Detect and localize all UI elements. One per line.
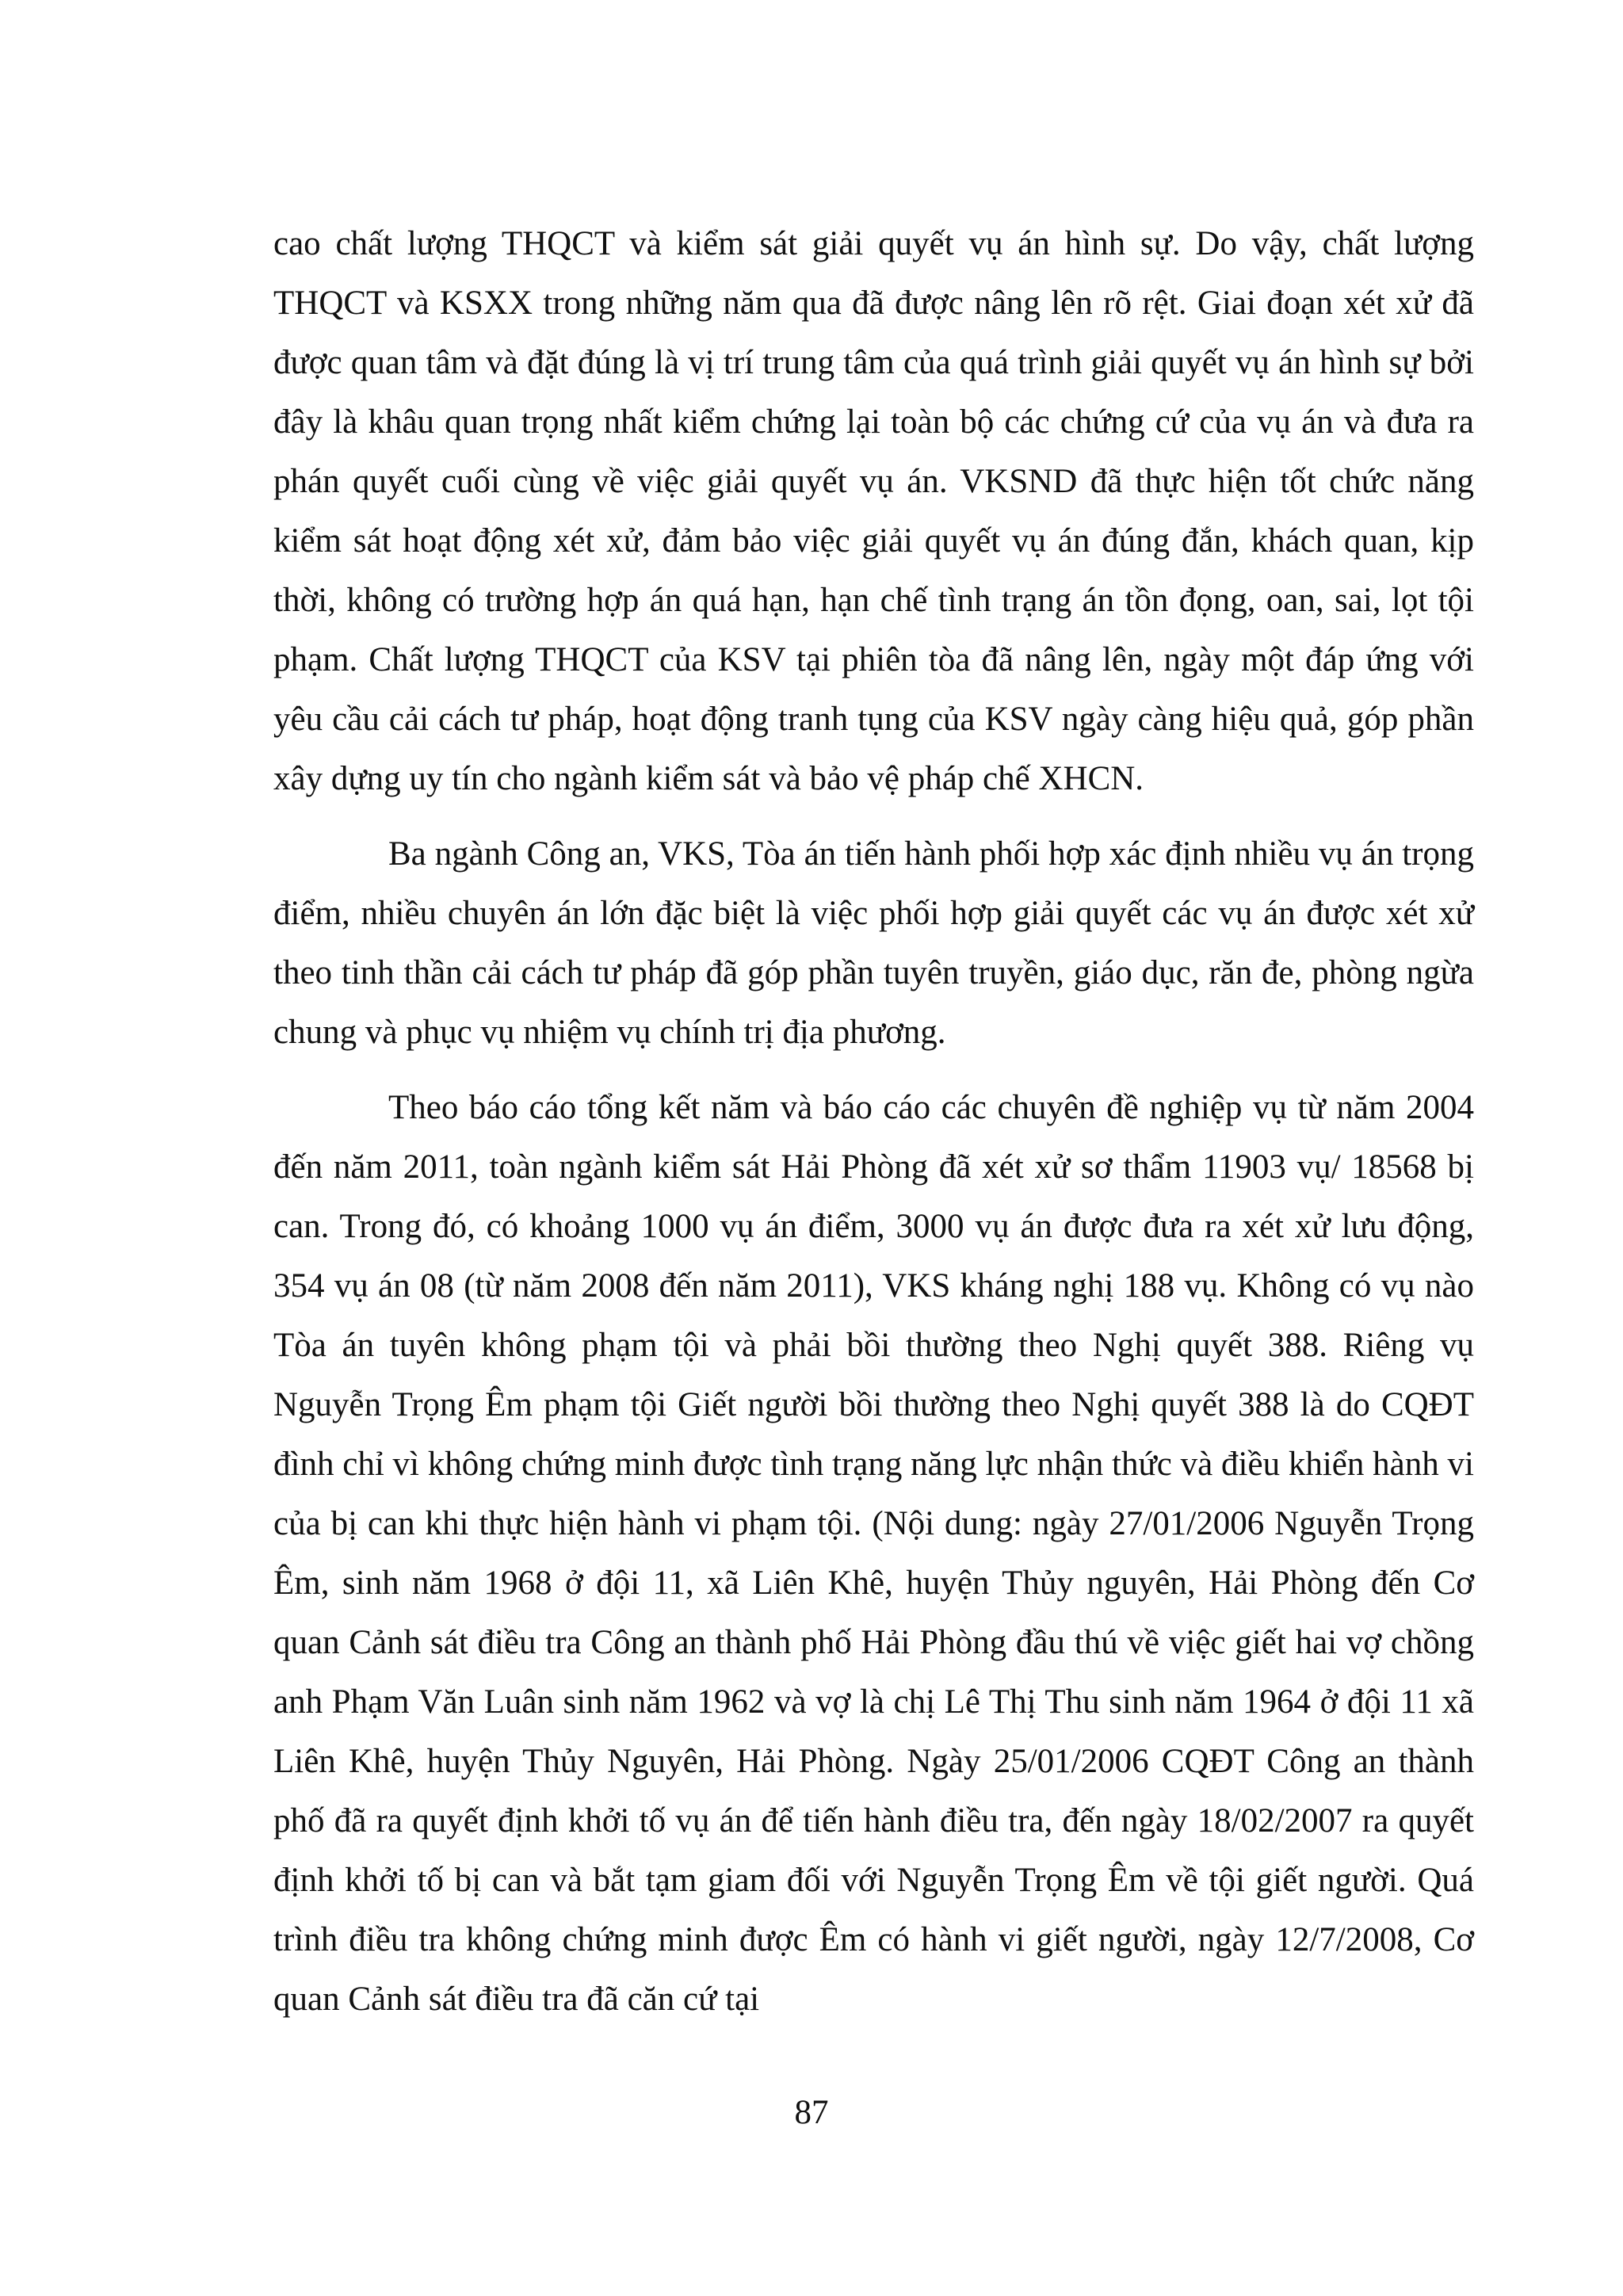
paragraph-3: Theo báo cáo tổng kết năm và báo cáo các chuyên đề nghiệp vụ từ năm 2004 đến năm 2011, toàn ngành kiểm sát Hải Phòng đã xét xử sơ thẩm 11903 vụ/ 18568 bị can. Trong đó, có khoảng 1000 vụ án điểm, 3000 vụ án được đưa ra xét xử lưu động, 354 vụ án 08 (từ năm 2008 đến năm 2011), VKS kháng nghị 188 vụ. Không có vụ nào Tòa án tuyên không phạm tội và phải bồi thường theo Nghị quyết 388. Riêng vụ Nguyễn Trọng Êm phạm tội Giết người bồi thường theo Nghị quyết 388 là do CQĐT đình chỉ vì không chứng minh được tình trạng năng lực nhận thức và điều khiển hành vi của bị can khi thực hiện hành vi phạm tội. (Nội dung: ngày 27/01/2006 Nguyễn Trọng Êm, sinh năm 1968 ở đội 11, xã Liên Khê, huyện Thủy nguyên, Hải Phòng đến Cơ quan Cảnh sát điều tra Công an thành phố Hải Phòng đầu thú về việc giết hai vợ chồng anh Phạm Văn Luân sinh năm 1962 và vợ là chị Lê Thị Thu sinh năm 1964 ở đội 11 xã Liên Khê, huyện Thủy Nguyên, Hải Phòng. Ngày 25/01/2006 CQĐT Công an thành phố đã ra quyết định khởi tố vụ án để tiến hành điều tra, đến ngày 18/02/2007 ra quyết định khởi tố bị can và bắt tạm giam đối với Nguyễn Trọng Êm về tội giết người. Quá trình điều tra không chứng minh được Êm có hành vi giết người, ngày 12/7/2008, Cơ quan Cảnh sát điều tra đã căn cứ tại [273, 1089, 1474, 2018]
page-number: 87 [794, 2094, 829, 2131]
body-text [273, 214, 1474, 2029]
paragraph-2: Ba ngành Công an, VKS, Tòa án tiến hành phối hợp xác định nhiều vụ án trọng điểm, nhiều chuyên án lớn đặc biệt là việc phối hợp giải quyết các vụ án được xét xử theo tinh thần cải cách tư pháp đã góp phần tuyên truyền, giáo dục, răn đe, phòng ngừa chung và phục vụ nhiệm vụ chính trị địa phương. [273, 835, 1474, 1051]
paragraph-1: cao chất lượng THQCT và kiểm sát giải quyết vụ án hình sự. Do vậy, chất lượng THQCT và KSXX trong những năm qua đã được nâng lên rõ rệt. Giai đoạn xét xử đã được quan tâm và đặt đúng là vị trí trung tâm của quá trình giải quyết vụ án hình sự bởi đây là khâu quan trọng nhất kiểm chứng lại toàn bộ các chứng cứ của vụ án và đưa ra phán quyết cuối cùng về việc giải quyết vụ án. VKSND đã thực hiện tốt chức năng kiểm sát hoạt động xét xử, đảm bảo việc giải quyết vụ án đúng đắn, khách quan, kịp thời, không có trường hợp án quá hạn, hạn chế tình trạng án tồn đọng, oan, sai, lọt tội phạm. Chất lượng THQCT của KSV tại phiên tòa đã nâng lên, ngày một đáp ứng với yêu cầu cải cách tư pháp, hoạt động tranh tụng của KSV ngày càng hiệu quả, góp phần xây dựng uy tín cho ngành kiểm sát và bảo vệ pháp chế XHCN. [273, 225, 1474, 797]
